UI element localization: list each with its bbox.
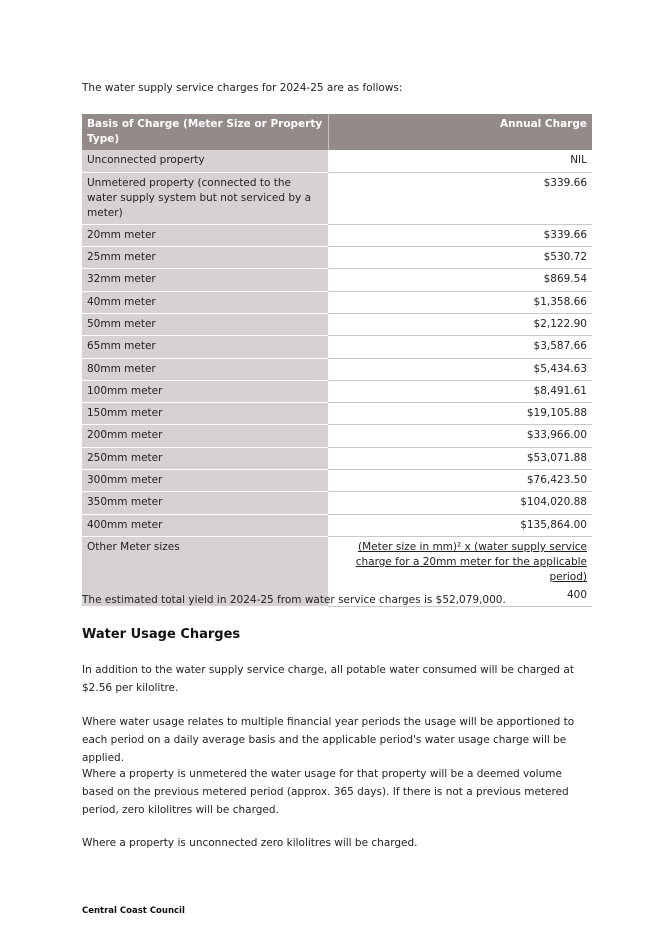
row-basis: 300mm meter	[82, 470, 328, 492]
yield-text: The estimated total yield in 2024-25 from water service charges is $52,079,000.	[82, 594, 506, 606]
table-row	[82, 336, 592, 358]
table-row	[82, 358, 592, 380]
row-basis: 200mm meter	[82, 425, 328, 447]
row-basis: 25mm meter	[82, 247, 328, 269]
row-basis: 20mm meter	[82, 224, 328, 246]
row-charge: $76,423.50	[328, 470, 592, 492]
row-basis: 100mm meter	[82, 380, 328, 402]
row-basis: 350mm meter	[82, 492, 328, 514]
row-charge: $2,122.90	[328, 313, 592, 335]
row-basis: 40mm meter	[82, 291, 328, 313]
row-charge: $339.66	[328, 172, 592, 224]
formula-denominator: 400	[566, 588, 587, 601]
row-basis: Other Meter sizes	[82, 536, 328, 606]
table-row	[82, 247, 592, 269]
formula-numerator: (Meter size in mm)² x (water supply service charge for a 20mm meter for the applicable period)	[355, 540, 587, 583]
table-row	[82, 380, 592, 402]
water-charges-table	[82, 114, 592, 607]
table-header-row	[82, 114, 592, 150]
row-basis: 32mm meter	[82, 269, 328, 291]
paragraph: Where water usage relates to multiple financial year periods the usage will be apportioned to each period on a daily average basis and the applicable period's water usage charge will be applied.	[82, 716, 575, 764]
section-heading: Water Usage Charges	[82, 627, 241, 642]
table-row	[82, 172, 592, 224]
row-basis: 50mm meter	[82, 313, 328, 335]
row-charge: $1,358.66	[328, 291, 592, 313]
table-row	[82, 150, 592, 172]
table-row	[82, 425, 592, 447]
row-charge: NIL	[328, 150, 592, 172]
table-row	[82, 269, 592, 291]
paragraph: Where a property is unconnected zero kilolitres will be charged.	[82, 837, 418, 849]
row-charge: $8,491.61	[328, 380, 592, 402]
table-row	[82, 514, 592, 536]
row-basis: Unconnected property	[82, 150, 328, 172]
row-charge: $869.54	[328, 269, 592, 291]
table-row	[82, 403, 592, 425]
footer-organization: Central Coast Council	[82, 906, 185, 916]
row-charge: $530.72	[328, 247, 592, 269]
row-charge: $19,105.88	[328, 403, 592, 425]
paragraph: In addition to the water supply service charge, all potable water consumed will be charged at $2.56 per kilolitre.	[82, 664, 574, 694]
row-basis: Unmetered property (connected to the water supply system but not serviced by a meter)	[82, 172, 328, 224]
header-basis: Basis of Charge (Meter Size or Property Type)	[82, 114, 328, 150]
table-row	[82, 470, 592, 492]
row-charge: $135,864.00	[328, 514, 592, 536]
row-charge: $3,587.66	[328, 336, 592, 358]
row-basis: 150mm meter	[82, 403, 328, 425]
table-row	[82, 492, 592, 514]
row-basis: 65mm meter	[82, 336, 328, 358]
table-row	[82, 313, 592, 335]
table-row	[82, 224, 592, 246]
row-charge: $339.66	[328, 224, 592, 246]
paragraph: Where a property is unmetered the water usage for that property will be a deemed volume based on the previous metered period (approx. 365 days). If there is not a previous metered period, zero kilolitres will be charged.	[82, 768, 569, 816]
row-basis: 400mm meter	[82, 514, 328, 536]
row-basis: 250mm meter	[82, 447, 328, 469]
table-row	[82, 291, 592, 313]
intro-text: The water supply service charges for 2024-25 are as follows:	[82, 82, 403, 94]
row-basis: 80mm meter	[82, 358, 328, 380]
row-charge: $104,020.88	[328, 492, 592, 514]
header-annual-charge: Annual Charge	[328, 114, 592, 150]
row-charge: $53,071.88	[328, 447, 592, 469]
row-charge: $33,966.00	[328, 425, 592, 447]
row-charge: $5,434.63	[328, 358, 592, 380]
table-row	[82, 447, 592, 469]
